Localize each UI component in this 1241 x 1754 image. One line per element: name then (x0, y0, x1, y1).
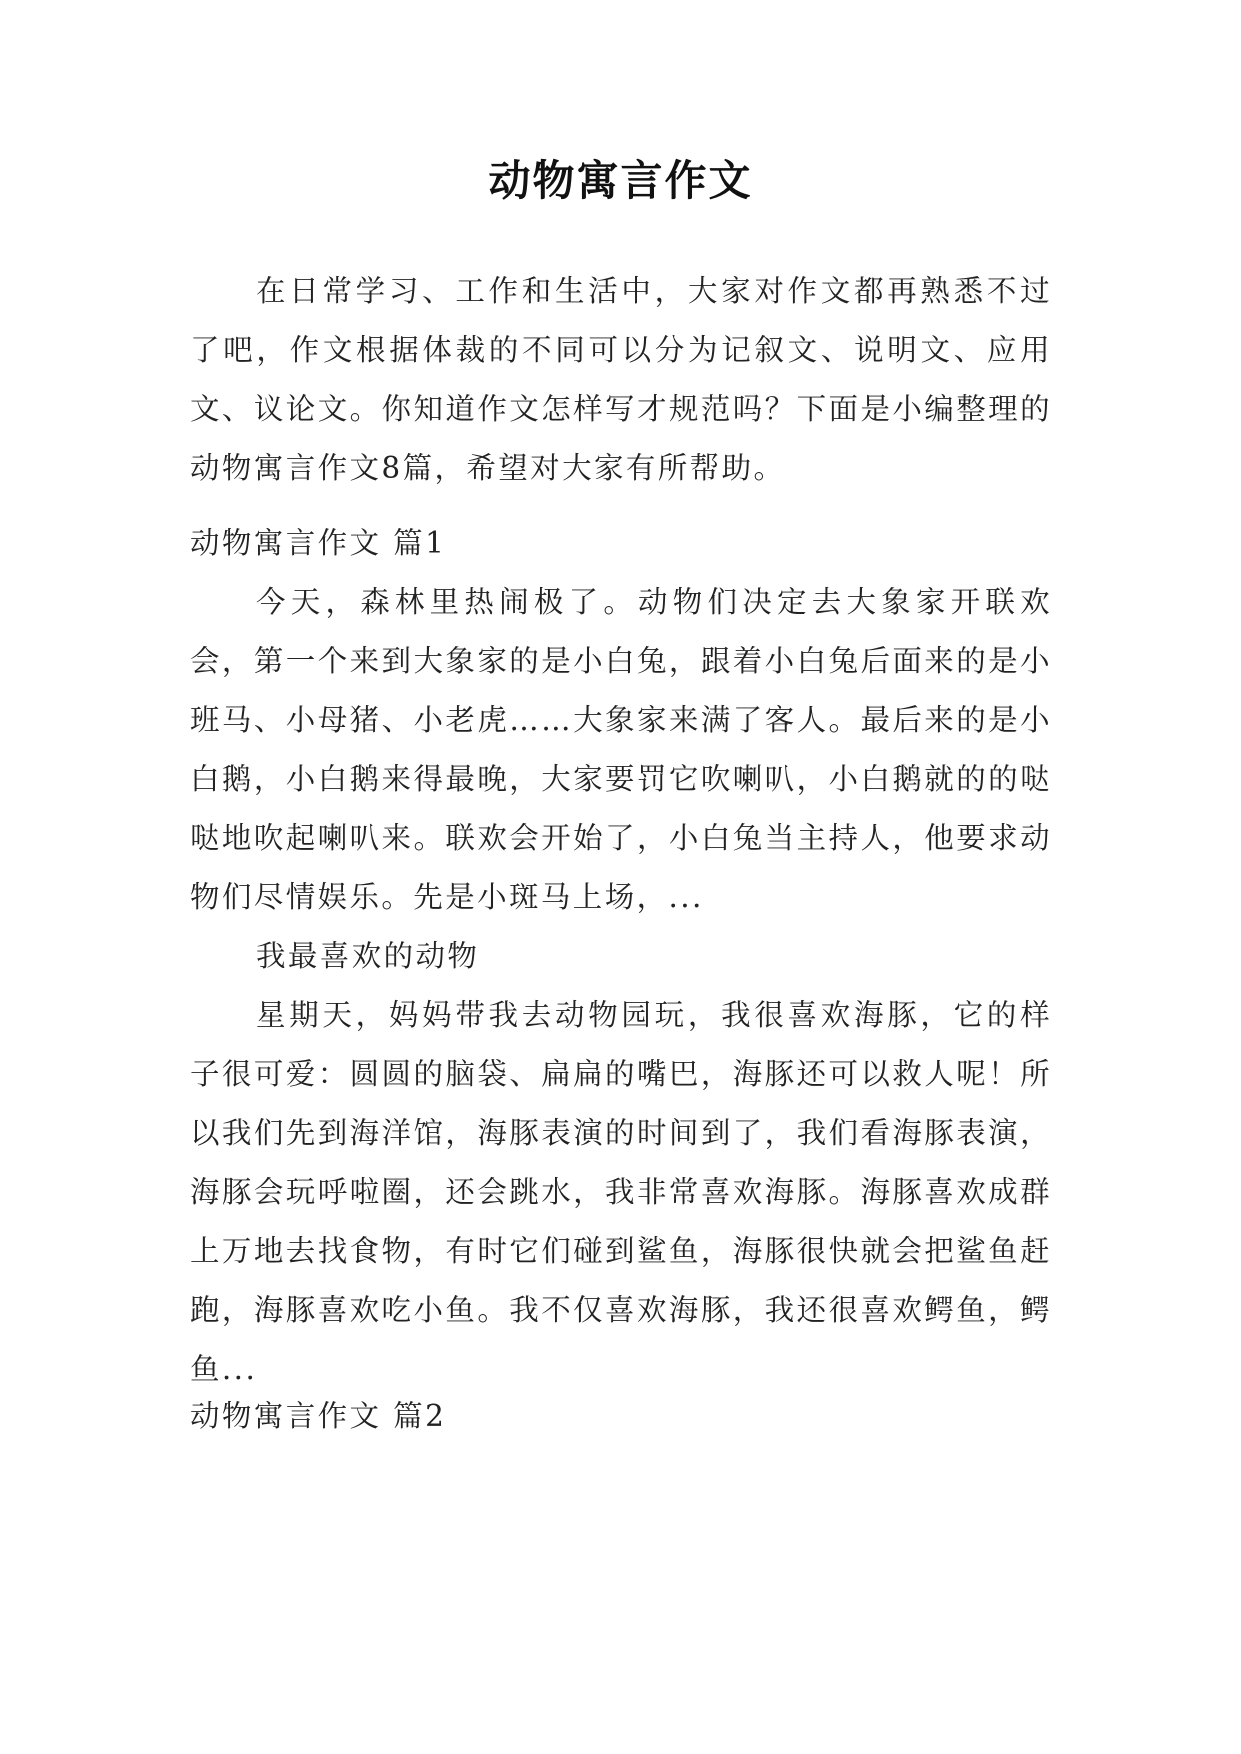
section-1-subheading: 我最喜欢的动物 (256, 939, 480, 973)
intro-paragraph: 在日常学习、工作和生活中，大家对作文都再熟悉不过了吧，作文根据体裁的不同可以分为记叙文、说明文、应用文、议论文。你知道作文怎样写才规范吗？下面是小编整理的动物寓言作文8篇，希望对大家有所帮助。 (190, 274, 1052, 485)
section-heading-2: 动物寓言作文 篇2 (190, 1399, 447, 1433)
document-title: 动物寓言作文 (488, 156, 753, 205)
section-heading-1: 动物寓言作文 篇1 (190, 526, 447, 560)
section-1-paragraph-1: 今天，森林里热闹极了。动物们决定去大象家开联欢会，第一个来到大象家的是小白兔，跟着小白兔后面来的是小班马、小母猪、小老虎……大象家来满了客人。最后来的是小白鹅，小白鹅来得最晚，大家要罚它吹喇叭，小白鹅就的的哒哒地吹起喇叭来。联欢会开始了，小白兔当主持人，他要求动物们尽情娱乐。先是小斑马上场，... (190, 585, 1052, 914)
section-1-paragraph-2: 星期天，妈妈带我去动物园玩，我很喜欢海豚，它的样子很可爱：圆圆的脑袋、扁扁的嘴巴，海豚还可以救人呢！所以我们先到海洋馆，海豚表演的时间到了，我们看海豚表演，海豚会玩呼啦圈，还会跳水，我非常喜欢海豚。海豚喜欢成群上万地去找食物，有时它们碰到鲨鱼，海豚很快就会把鲨鱼赶跑，海豚喜欢吃小鱼。我不仅喜欢海豚，我还很喜欢鳄鱼，鳄鱼... (190, 998, 1052, 1386)
